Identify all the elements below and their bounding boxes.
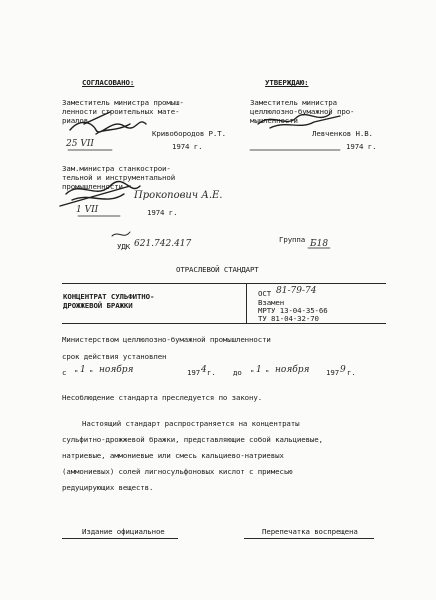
to-quote-close: ": [265, 368, 270, 377]
deputy-position-line1: Зам.министра станкострои-: [62, 164, 171, 173]
to-prefix: до: [233, 368, 242, 377]
deputy-name: Прокопович А.Е.: [134, 190, 223, 201]
udk-label: УДК: [117, 242, 131, 251]
product-name-line2: ДРОЖЖЕВОЙ БРАЖКИ: [63, 301, 133, 310]
agreed-position-line1: Заместитель министра промыш-: [62, 98, 184, 107]
official-edition: Издание официальное: [82, 527, 165, 536]
scope-line2: сульфитно-дрожжевой бражки, представляющие собой кальциевые,: [62, 435, 323, 444]
reprint-rule: [244, 538, 374, 539]
standard-heading: ОТРАСЛЕВОЙ СТАНДАРТ: [176, 265, 259, 274]
scope-line3: натриевые, аммониевые или смесь кальциево-натриевых: [62, 451, 284, 460]
udk-scribble: [112, 232, 130, 236]
approved-year: 1974 г.: [346, 142, 377, 151]
from-year: 197: [187, 368, 201, 377]
approved-position-line2: целлюлозно-бумажной про-: [250, 107, 355, 116]
agreed-date: 25 VII: [66, 139, 94, 149]
deputy-position-line2: тельной и инструментальной: [62, 173, 176, 182]
ministry-line: Министерством целлюлозно-бумажной промышленности: [62, 335, 271, 344]
reprint-notice: Перепечатка воспрещена: [262, 527, 358, 536]
to-year-digit: 9: [340, 365, 346, 375]
agreed-year: 1974 г.: [172, 142, 203, 151]
approved-position-line3: мышленности: [250, 116, 298, 125]
title-box-divider: [246, 283, 247, 324]
deputy-position-line3: промышленности: [62, 182, 123, 191]
ost-label: ОСТ: [258, 289, 272, 298]
approved-position-line1: Заместитель министра: [250, 98, 337, 107]
scope-line1: Настоящий стандарт распространяется на концентраты: [82, 419, 300, 428]
scope-line4: (аммониевых) солей лигносульфоновых кислот с примесью: [62, 467, 293, 476]
agreed-position-line3: риалов: [62, 116, 89, 125]
from-day: 1: [80, 365, 86, 375]
replaces-label: Взамен: [258, 298, 285, 307]
ost-value: 81-79-74: [276, 286, 317, 296]
from-month: ноября: [99, 365, 134, 375]
approved-name: Левченков Н.В.: [312, 129, 373, 138]
legal-warning: Несоблюдение стандарта преследуется по закону.: [62, 393, 263, 402]
title-box-top-rule: [62, 283, 386, 284]
agreed-title: СОГЛАСОВАНО:: [82, 78, 135, 87]
group-value: Б18: [310, 239, 329, 249]
group-label: Группа: [279, 235, 306, 244]
from-quote-close: ": [89, 368, 94, 377]
from-prefix: с: [62, 368, 67, 377]
agreed-position-line2: ленности строительных мате-: [62, 107, 180, 116]
deputy-date: 1 VII: [76, 205, 99, 215]
to-day: 1: [256, 365, 262, 375]
replaces-tu: ТУ 81-04-32-70: [258, 314, 319, 323]
approved-title: УТВЕРЖДАЮ:: [265, 78, 309, 87]
validity-line: срок действия установлен: [62, 352, 167, 361]
to-year-suffix: г.: [347, 368, 356, 377]
agreed-name: Кривобородов Р.Т.: [152, 129, 226, 138]
title-box-bottom-rule: [62, 323, 386, 324]
from-year-suffix: г.: [207, 368, 216, 377]
from-year-digit: 4: [201, 365, 207, 375]
udk-value: 621.742.417: [134, 239, 192, 249]
replaces-mrtu: МРТУ 13-04-35-66: [258, 306, 328, 315]
scope-line5: редуцирующих веществ.: [62, 483, 154, 492]
deputy-year: 1974 г.: [147, 208, 178, 217]
to-month: ноября: [275, 365, 310, 375]
to-quote-open: ": [250, 368, 255, 377]
official-edition-rule: [62, 538, 178, 539]
from-quote-open: ": [74, 368, 79, 377]
to-year: 197: [326, 368, 340, 377]
product-name-line1: КОНЦЕНТРАТ СУЛЬФИТНО-: [63, 292, 155, 301]
